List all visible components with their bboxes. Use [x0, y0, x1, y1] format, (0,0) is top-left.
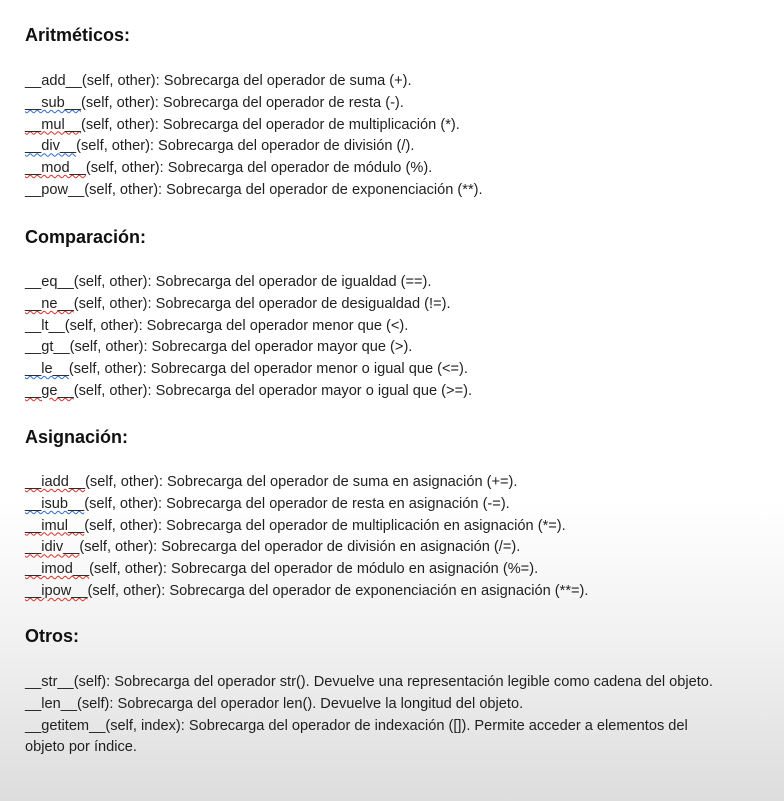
section-title-asignacion: Asignación: — [25, 427, 129, 447]
method-name: __ge__ — [25, 382, 74, 399]
list-item — [25, 472, 744, 494]
list-item — [25, 359, 744, 381]
method-description: (self, other): Sobrecarga del operador de suma en asignación (+=). — [85, 474, 518, 490]
list-item — [25, 316, 744, 338]
list-item — [25, 93, 744, 115]
method-name: __mul__ — [25, 116, 81, 133]
list-item — [25, 672, 730, 694]
method-name: __idiv__ — [25, 539, 80, 556]
section-list-aritmeticos — [25, 71, 744, 202]
section-title-otros: Otros: — [25, 626, 79, 646]
section-list-otros — [25, 672, 744, 759]
list-item — [25, 272, 744, 294]
method-description: (self): Sobrecarga del operador str(). Devuelve una representación legible como cadena del objeto. — [73, 674, 713, 690]
method-description: (self, other): Sobrecarga del operador de suma (+). — [81, 73, 412, 89]
list-item — [25, 337, 744, 359]
method-name: __div__ — [25, 138, 77, 155]
method-name: __str__ — [25, 674, 74, 690]
method-name: __ipow__ — [25, 582, 88, 599]
list-item — [25, 136, 744, 158]
method-name: __add__ — [25, 73, 82, 89]
list-item — [25, 516, 744, 538]
method-description: (self, other): Sobrecarga del operador de división (/). — [76, 138, 415, 155]
method-name: __iadd__ — [25, 474, 86, 490]
section-list-asignacion — [25, 472, 744, 603]
method-description: (self, other): Sobrecarga del operador de resta en asignación (-=). — [84, 495, 510, 512]
method-description: (self, other): Sobrecarga del operador de multiplicación en asignación (*=). — [84, 517, 566, 534]
method-description: (self, other): Sobrecarga del operador de módulo en asignación (%=). — [89, 561, 539, 578]
list-item — [25, 494, 744, 516]
method-name: __imod__ — [25, 561, 90, 578]
list-item — [25, 294, 744, 316]
method-name: __len__ — [25, 695, 77, 712]
method-name: __mod__ — [25, 160, 86, 177]
list-item — [25, 158, 744, 180]
list-item — [25, 716, 730, 760]
method-description: (self, other): Sobrecarga del operador mayor que (>). — [69, 339, 413, 356]
list-item — [25, 381, 744, 403]
method-description: (self, other): Sobrecarga del operador menor o igual que (<=). — [68, 361, 468, 378]
method-description: (self, other): Sobrecarga del operador de exponenciación en asignación (**=). — [87, 582, 589, 599]
section-title-aritmeticos: Aritméticos: — [25, 25, 131, 45]
method-name: __eq__ — [25, 274, 74, 290]
method-name: __getitem__ — [25, 717, 106, 734]
method-description: (self): Sobrecarga del operador len(). Devuelve la longitud del objeto. — [76, 695, 524, 712]
method-name: __gt__ — [25, 339, 70, 356]
method-description: (self, other): Sobrecarga del operador de exponenciación (**). — [84, 181, 483, 198]
section-title-comparacion: Comparación: — [25, 227, 147, 247]
method-description: (self, other): Sobrecarga del operador de desigualdad (!=). — [73, 295, 451, 312]
list-item — [25, 71, 744, 93]
list-item — [25, 180, 744, 202]
list-item — [25, 537, 744, 559]
method-name: __pow__ — [25, 181, 85, 198]
method-name: __le__ — [25, 361, 69, 378]
method-description: (self, other): Sobrecarga del operador mayor o igual que (>=). — [73, 382, 473, 399]
method-name: __lt__ — [25, 317, 65, 334]
list-item — [25, 581, 744, 603]
method-description: (self, other): Sobrecarga del operador de módulo (%). — [85, 160, 433, 177]
method-description: (self, other): Sobrecarga del operador de igualdad (==). — [73, 274, 432, 290]
list-item — [25, 694, 730, 716]
list-item — [25, 115, 744, 137]
method-description: (self, other): Sobrecarga del operador de división en asignación (/=). — [79, 539, 521, 556]
method-description: (self, other): Sobrecarga del operador de multiplicación (*). — [80, 116, 460, 133]
section-list-comparacion — [25, 272, 744, 403]
method-name: __imul__ — [25, 517, 85, 534]
method-description: (self, index): Sobrecarga del operador de indexación ([]). Permite acceder a elementos del objeto por índice. — [25, 717, 688, 756]
method-name: __sub__ — [25, 94, 81, 111]
method-description: (self, other): Sobrecarga del operador de resta (-). — [81, 94, 404, 111]
list-item — [25, 559, 744, 581]
method-description: (self, other): Sobrecarga del operador menor que (<). — [64, 317, 409, 334]
method-name: __ne__ — [25, 295, 74, 312]
method-name: __isub__ — [25, 495, 85, 512]
